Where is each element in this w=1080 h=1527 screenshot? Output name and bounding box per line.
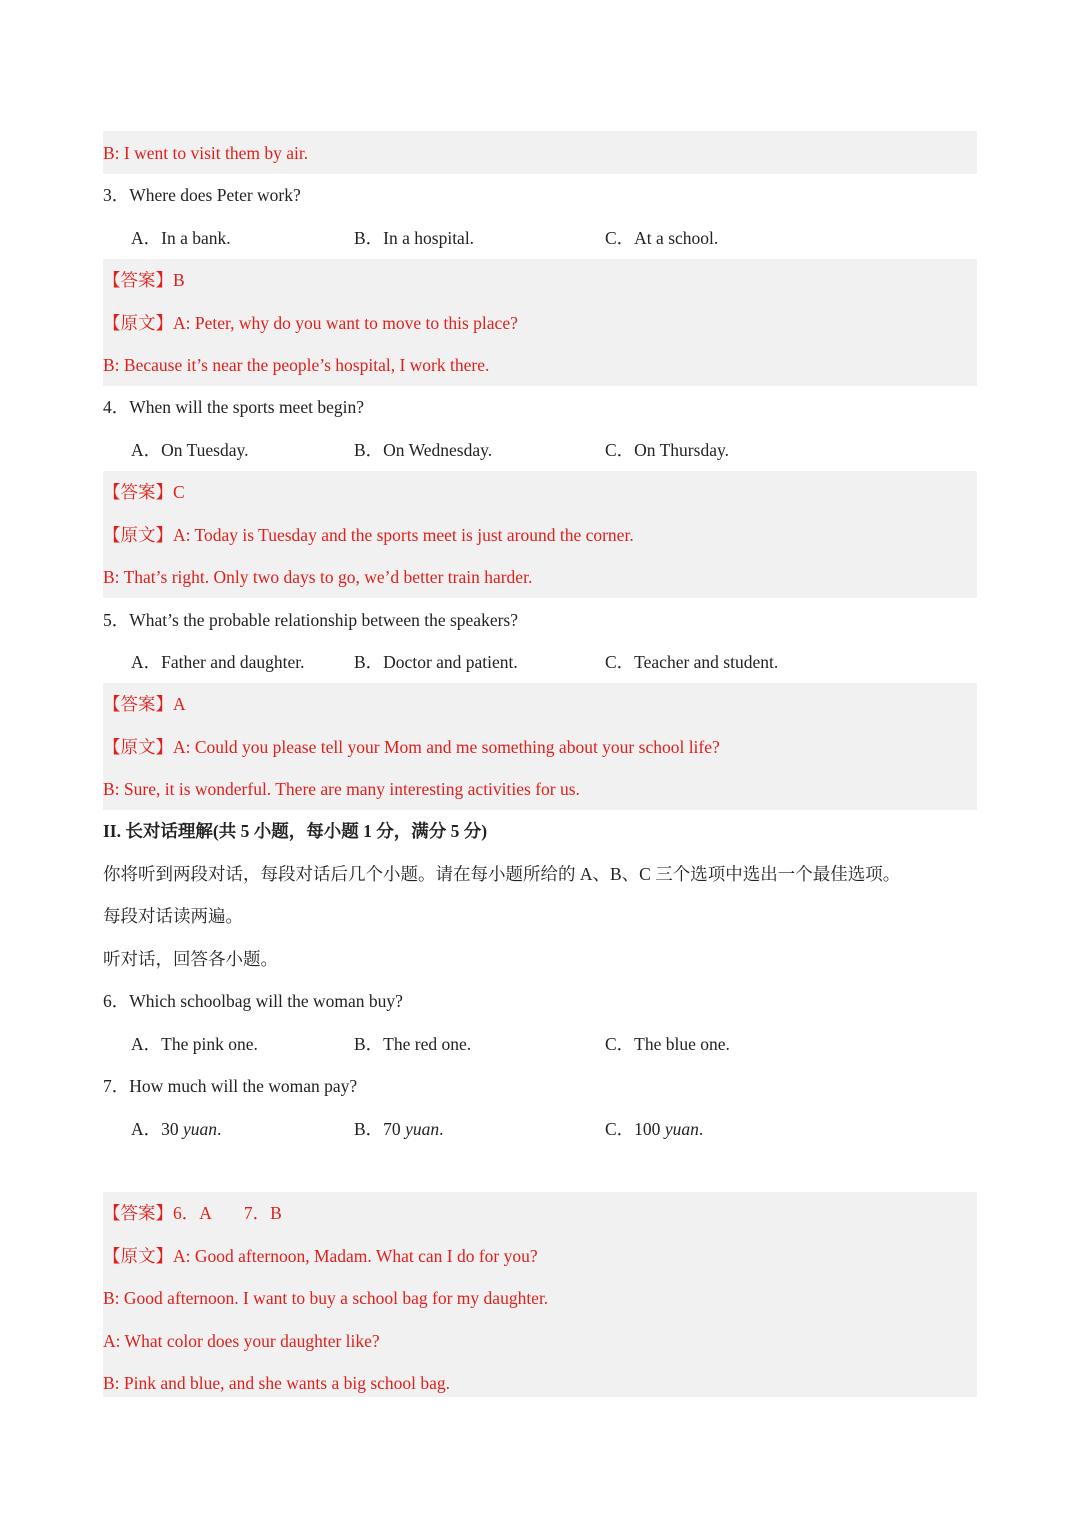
dialogue-line: A: Could you please tell your Mom and me something about your school life? [173,737,720,757]
section-instruction-1: 你将听到两段对话，每段对话后几个小题。请在每小题所给的 A、B、C 三个选项中选出一个最佳选项。 [103,864,901,884]
option-unit: yuan [183,1119,218,1139]
question-stem-3: 3．Where does Peter work? [103,185,301,205]
answer-value-7: 7．B [243,1203,282,1223]
answer-tag: 【答案】 [103,694,173,714]
q3-option-b: B．In a hospital. [354,228,475,248]
q3-option-a: A．In a bank. [131,228,231,248]
q67-original-line-3: A: What color does your daughter like? [103,1331,380,1351]
original-tag: 【原文】 [103,1246,173,1266]
q67-original-line-1 [103,1235,538,1277]
option-unit: yuan [405,1119,440,1139]
q5-original-line-1 [103,726,720,768]
answer-value-6: 6．A [173,1203,212,1223]
q6-option-b: B．The red one. [354,1034,472,1054]
q67-original-line-2: B: Good afternoon. I want to buy a school bag for my daughter. [103,1288,549,1308]
q5-original-line-2: B: Sure, it is wonderful. There are many interesting activities for us. [103,779,580,799]
q5-option-a: A．Father and daughter. [131,652,305,672]
q7-option-b [354,1108,443,1150]
option-text: B．70 [354,1119,406,1139]
q5-option-b: B．Doctor and patient. [354,652,518,672]
q7-option-a [131,1108,221,1150]
option-text: A．30 [131,1119,184,1139]
answer-value: A [173,694,186,714]
q3-original-line-2: B: Because it’s near the people’s hospital, I work there. [103,355,490,375]
answer-tag: 【答案】 [103,1203,173,1223]
original-tag: 【原文】 [103,313,173,333]
dialogue-line: A: Today is Tuesday and the sports meet is just around the corner. [173,525,634,545]
q6-option-c: C．The blue one. [605,1034,730,1054]
answer-tag: 【答案】 [103,270,173,290]
option-text: C．100 [605,1119,665,1139]
q6-option-a: A．The pink one. [131,1034,258,1054]
question-stem-6: 6．Which schoolbag will the woman buy? [103,991,403,1011]
question-stem-5: 5．What’s the probable relationship between the speakers? [103,610,518,630]
q7-option-c [605,1108,703,1150]
q3-original-line-1 [103,302,518,344]
q4-original-line-1 [103,514,634,556]
option-unit: yuan [664,1119,699,1139]
dialogue-line: B: I went to visit them by air. [103,143,309,163]
dialogue-line: A: Good afternoon, Madam. What can I do for you? [173,1246,538,1266]
q4-answer-line [103,471,185,513]
option-suffix: . [698,1119,704,1139]
q4-option-b: B．On Wednesday. [354,440,493,460]
q67-answer-line [103,1192,282,1234]
section-instruction-2: 每段对话读两遍。 [103,906,243,926]
q4-option-c: C．On Thursday. [605,440,729,460]
answer-tag: 【答案】 [103,482,173,502]
section-instruction-3: 听对话，回答各小题。 [103,949,278,969]
q5-option-c: C．Teacher and student. [605,652,779,672]
q67-original-line-4: B: Pink and blue, and she wants a big school bag. [103,1373,451,1393]
section-heading: II. 长对话理解(共 5 小题，每小题 1 分，满分 5 分) [103,821,488,841]
answer-value: B [173,270,185,290]
original-tag: 【原文】 [103,737,173,757]
option-suffix: . [217,1119,222,1139]
q5-answer-line [103,683,186,725]
original-tag: 【原文】 [103,525,173,545]
question-stem-4: 4．When will the sports meet begin? [103,397,364,417]
q4-original-line-2: B: That’s right. Only two days to go, we’d better train harder. [103,567,533,587]
option-suffix: . [439,1119,444,1139]
dialogue-line: A: Peter, why do you want to move to this place? [173,313,518,333]
q3-option-c: C．At a school. [605,228,719,248]
question-stem-7: 7．How much will the woman pay? [103,1076,358,1096]
q3-answer-line [103,259,185,301]
q4-option-a: A．On Tuesday. [131,440,249,460]
answer-value: C [173,482,185,502]
